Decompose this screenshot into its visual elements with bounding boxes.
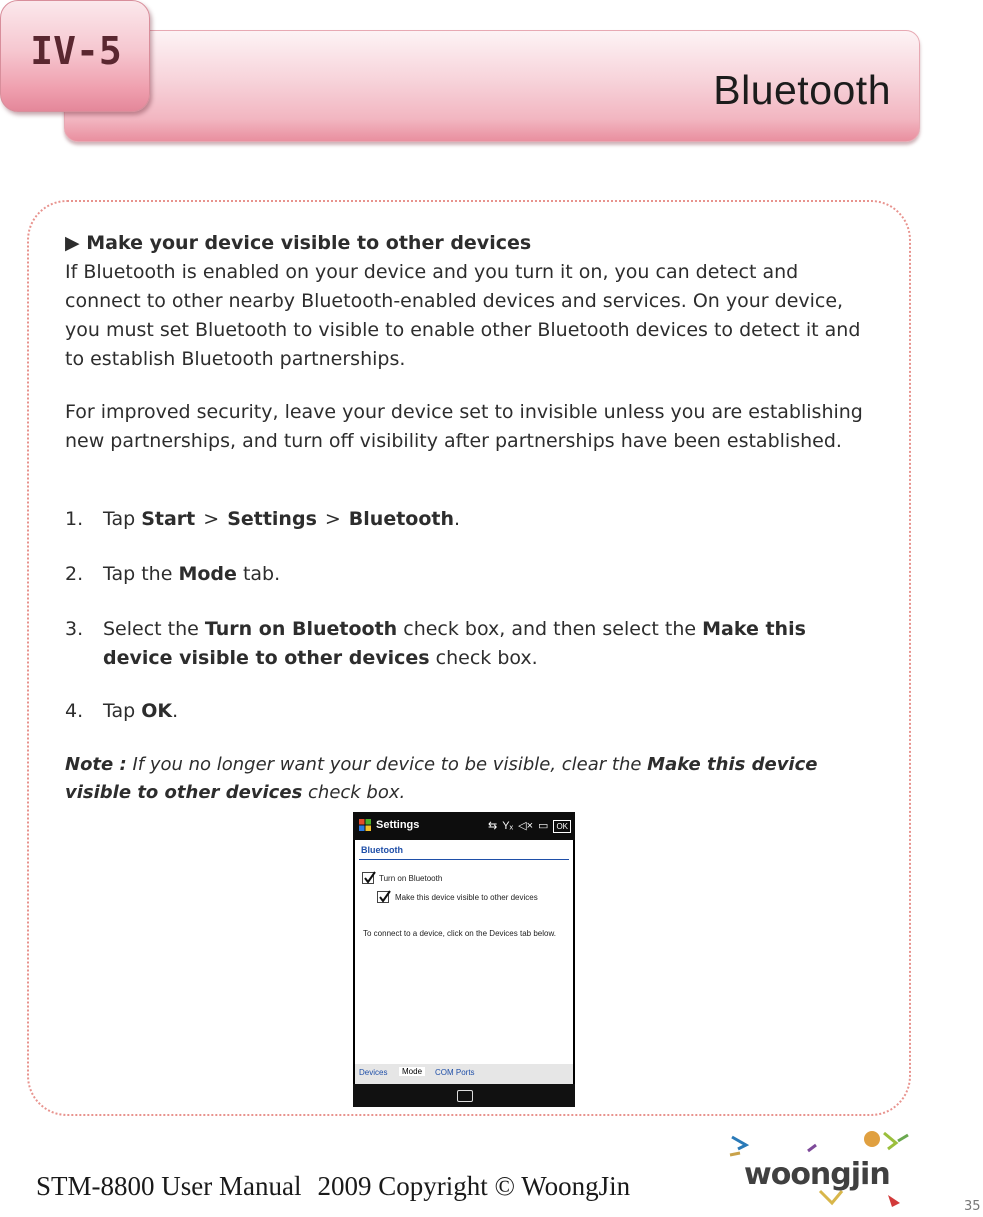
device-title: Settings — [376, 819, 420, 831]
manual-name: STM-8800 User Manual — [36, 1171, 302, 1201]
tab-com-ports[interactable]: COM Ports — [435, 1068, 475, 1077]
security-paragraph: For improved security, leave your device set to invisible unless you are establishing new partnerships, and turn off visibility after partnerships have been established. — [65, 401, 863, 452]
footer-text — [36, 1171, 630, 1202]
turn-on-bluetooth-checkbox[interactable] — [362, 872, 374, 884]
play-triangle-icon: ▶ — [65, 232, 80, 254]
menu-settings: Settings — [227, 508, 317, 530]
device-info-text: To connect to a device, click on the Devices tab below. — [363, 929, 556, 938]
mode-tab-name: Mode — [178, 563, 237, 585]
section-heading — [65, 229, 531, 258]
device-heading: Bluetooth — [361, 845, 403, 855]
device-screen — [355, 840, 573, 1078]
section-tab — [0, 0, 150, 112]
copyright: 2009 Copyright © WoongJin — [317, 1171, 631, 1201]
step-body: Tap OK. — [103, 700, 179, 722]
tab-mode[interactable]: Mode — [399, 1067, 425, 1076]
page-title: Bluetooth — [713, 67, 891, 113]
note: Note : If you no longer want your device to be visible, clear the Make this device visible to other devices check box. — [65, 754, 818, 803]
signal-icon: Yₓ — [502, 820, 514, 832]
battery-icon: ▭ — [538, 820, 549, 832]
heading-text: Make your device visible to other devices — [86, 232, 532, 254]
checkmark-icon — [378, 890, 392, 904]
keyboard-icon[interactable] — [457, 1090, 473, 1102]
section-number: IV-5 — [30, 29, 122, 73]
make-visible-label: Make this device visible to other devices — [395, 893, 538, 902]
device-tabs — [355, 1064, 573, 1084]
note-label: Note : — [65, 754, 127, 775]
step-number: 3. — [65, 618, 84, 640]
step-number: 2. — [65, 563, 84, 585]
device-title-bar — [353, 812, 575, 840]
turn-on-bluetooth-label: Turn on Bluetooth — [379, 874, 443, 883]
note-bold: Make this device visible to other devices — [65, 754, 818, 803]
step-number: 4. — [65, 700, 84, 722]
turn-on-bluetooth-name: Turn on Bluetooth — [204, 618, 398, 640]
device-screenshot — [353, 812, 575, 1107]
logo-text: woongjin — [744, 1157, 890, 1192]
menu-start: Start — [141, 508, 196, 530]
step-body: Tap Start > Settings > Bluetooth. — [103, 508, 461, 530]
step-number: 1. — [65, 508, 84, 530]
tab-devices[interactable]: Devices — [359, 1068, 388, 1077]
windows-flag-icon — [359, 819, 371, 831]
ok-name: OK — [141, 700, 173, 722]
status-icons — [488, 818, 571, 834]
intro-paragraph: If Bluetooth is enabled on your device and you turn it on, you can detect and connect to other nearby Bluetooth-enabled devices and services. On your device, you must set Bluetooth to visible to enable other Bluetooth devices to detect it and to establish Bluetooth partnerships. — [65, 261, 861, 370]
header-bar — [64, 30, 920, 142]
step-body: Select the Turn on Bluetooth check box, and then select the Make this device visible to other devices check box. — [103, 618, 806, 669]
make-visible-checkbox[interactable] — [377, 891, 389, 903]
page-number: 35 — [964, 1199, 981, 1214]
menu-bluetooth: Bluetooth — [348, 508, 455, 530]
device-soft-bar — [353, 1084, 575, 1107]
ok-button[interactable]: OK — [553, 820, 571, 833]
divider — [359, 859, 569, 860]
checkmark-icon — [363, 871, 377, 885]
speaker-icon: ◁× — [518, 820, 534, 832]
make-visible-name: Make this device visible to other devices — [103, 618, 806, 669]
sync-arrows-icon: ⇆ — [487, 820, 498, 832]
woongjin-logo — [724, 1127, 914, 1213]
step-body: Tap the Mode tab. — [103, 563, 281, 585]
